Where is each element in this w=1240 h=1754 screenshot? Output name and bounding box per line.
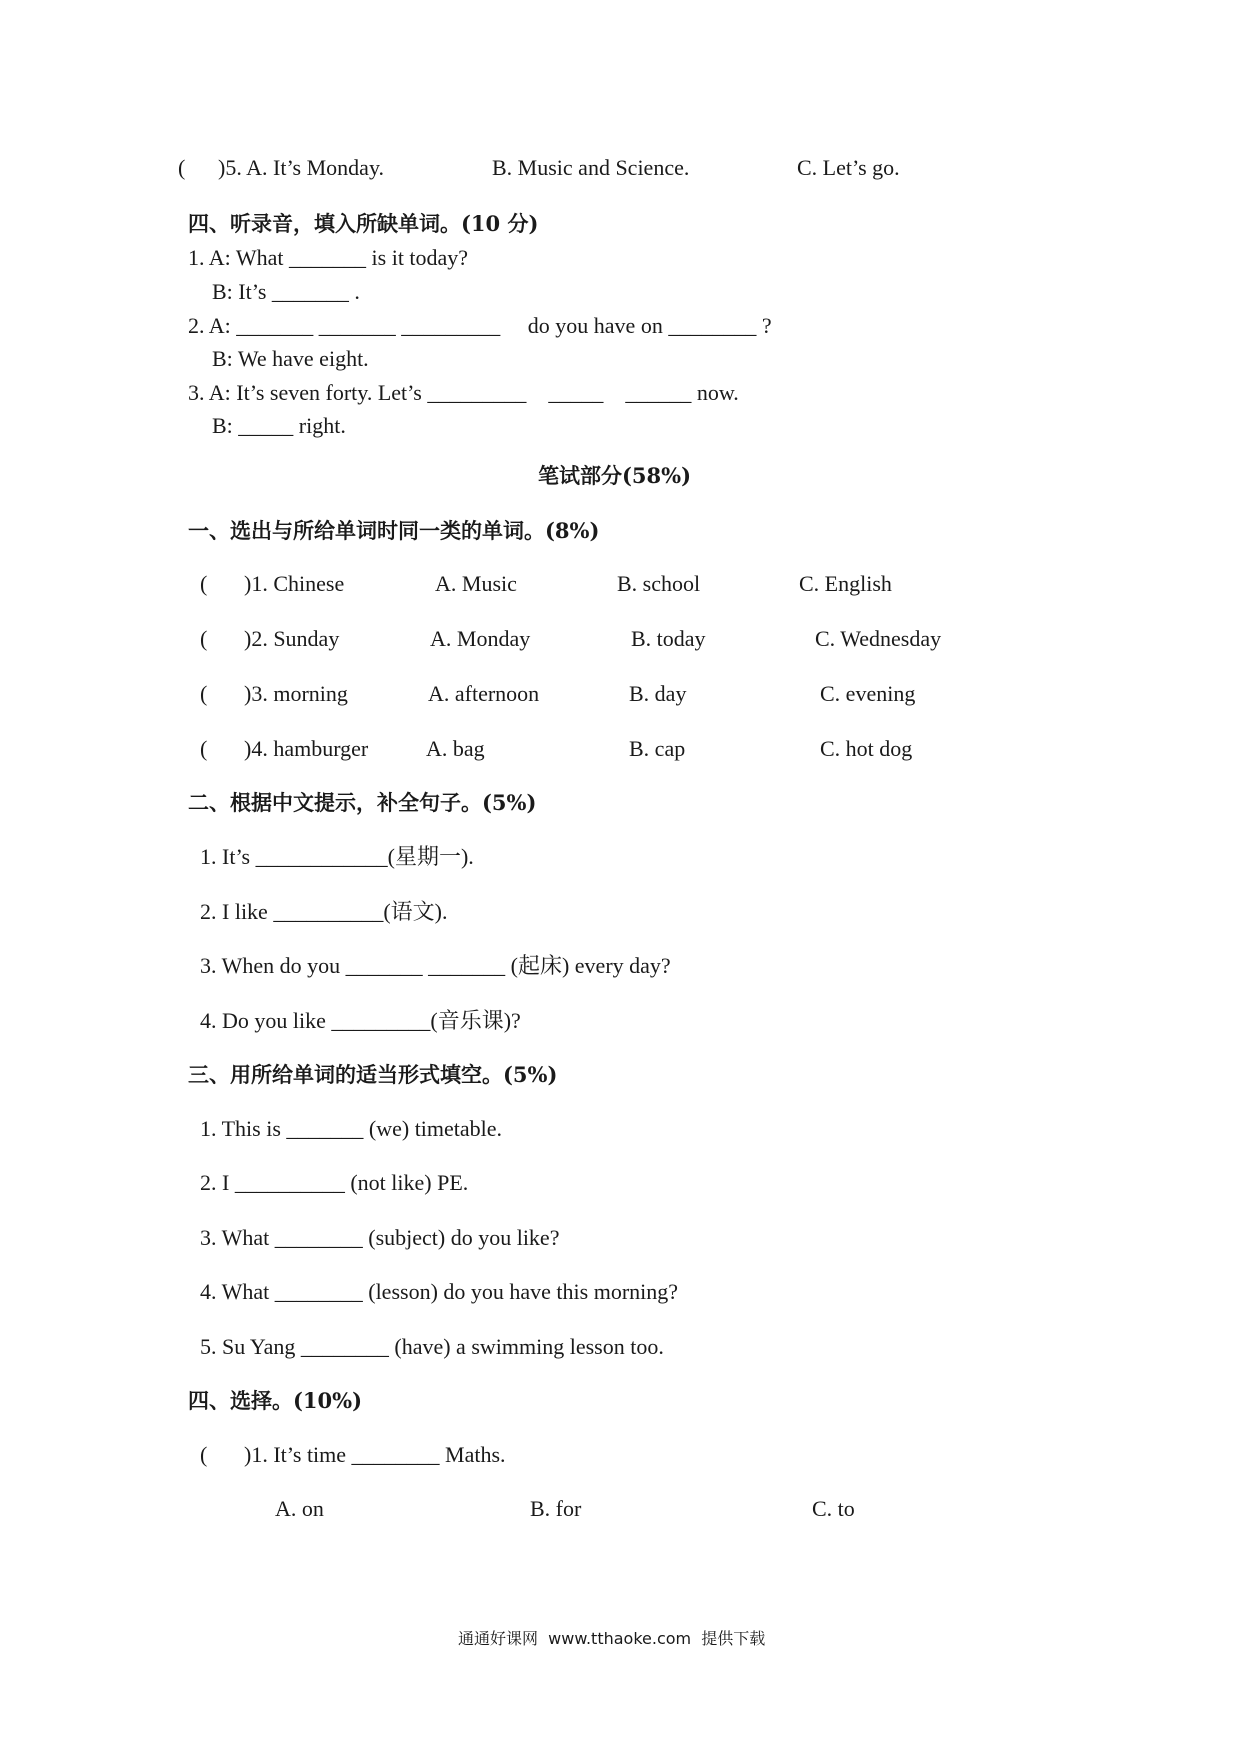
section1-row-option-c: C. evening <box>820 681 916 706</box>
section2-heading: 二、根据中文提示，补全句子。(5%) <box>188 790 537 815</box>
question-5-option-b: B. Music and Science. <box>492 155 690 180</box>
listen-fill-line: 2. A: _______ _______ _________ do you have on ________ ? <box>188 313 772 338</box>
section2-line: 2. I like __________(语文). <box>200 899 448 924</box>
section1-row-word: )1. Chinese <box>244 571 345 596</box>
section1-row-option-a: A. afternoon <box>428 681 540 706</box>
section1-row-option-a: A. bag <box>426 736 485 761</box>
section1-row-option-b: B. day <box>629 681 687 706</box>
listen-fill-line: B: It’s _______ . <box>212 279 360 304</box>
section4-q1-option-c: C. to <box>812 1496 855 1521</box>
listen-fill-heading: 四、听录音，填入所缺单词。(10 分) <box>188 211 539 236</box>
listen-fill-line: 1. A: What _______ is it today? <box>188 245 469 270</box>
question-5-option-a: )5. A. It’s Monday. <box>218 155 385 180</box>
section1-row-option-a: A. Monday <box>430 626 531 651</box>
section1-row-option-b: B. cap <box>629 736 686 761</box>
written-part-title: 笔试部分(58%) <box>538 463 692 488</box>
section4-q1-text: )1. It’s time ________ Maths. <box>244 1442 506 1467</box>
section1-row-word: )3. morning <box>244 681 348 706</box>
footer-download-note: 通通好课网 www.tthaoke.com 提供下载 <box>458 1629 766 1648</box>
section3-line: 3. What ________ (subject) do you like? <box>200 1225 560 1250</box>
section1-row-option-a: A. Music <box>435 571 517 596</box>
listen-fill-line: B: _____ right. <box>212 413 346 438</box>
section1-row-paren: ( <box>200 571 208 596</box>
section1-row-paren: ( <box>200 681 208 706</box>
section4-q1-option-a: A. on <box>275 1496 324 1521</box>
section1-row-word: )2. Sunday <box>244 626 340 651</box>
section4-heading: 四、选择。(10%) <box>188 1388 363 1413</box>
section1-row-option-b: B. school <box>617 571 701 596</box>
section3-line: 5. Su Yang ________ (have) a swimming lesson too. <box>200 1334 664 1359</box>
section2-line: 3. When do you _______ _______ (起床) every day? <box>200 953 671 978</box>
section2-line: 1. It’s ____________(星期一). <box>200 844 474 869</box>
section1-row-paren: ( <box>200 736 208 761</box>
section1-heading: 一、选出与所给单词时同一类的单词。(8%) <box>188 518 600 543</box>
section3-line: 4. What ________ (lesson) do you have this morning? <box>200 1279 679 1304</box>
listen-fill-line: B: We have eight. <box>212 346 369 371</box>
section1-row-paren: ( <box>200 626 208 651</box>
section3-line: 1. This is _______ (we) timetable. <box>200 1116 503 1141</box>
section3-heading: 三、用所给单词的适当形式填空。(5%) <box>188 1062 558 1087</box>
section1-row-word: )4. hamburger <box>244 736 369 761</box>
section1-row-option-c: C. English <box>799 571 892 596</box>
listen-fill-line: 3. A: It’s seven forty. Let’s _________ _____ ______ now. <box>188 380 739 405</box>
section1-row-option-b: B. today <box>631 626 706 651</box>
section4-q1-option-b: B. for <box>530 1496 582 1521</box>
section1-row-option-c: C. hot dog <box>820 736 913 761</box>
question-5-option-c: C. Let’s go. <box>797 155 900 180</box>
section4-q1-paren: ( <box>200 1442 208 1467</box>
section3-line: 2. I __________ (not like) PE. <box>200 1170 469 1195</box>
question-paren: ( <box>178 155 186 180</box>
section2-line: 4. Do you like _________(音乐课)? <box>200 1008 521 1033</box>
section1-row-option-c: C. Wednesday <box>815 626 942 651</box>
